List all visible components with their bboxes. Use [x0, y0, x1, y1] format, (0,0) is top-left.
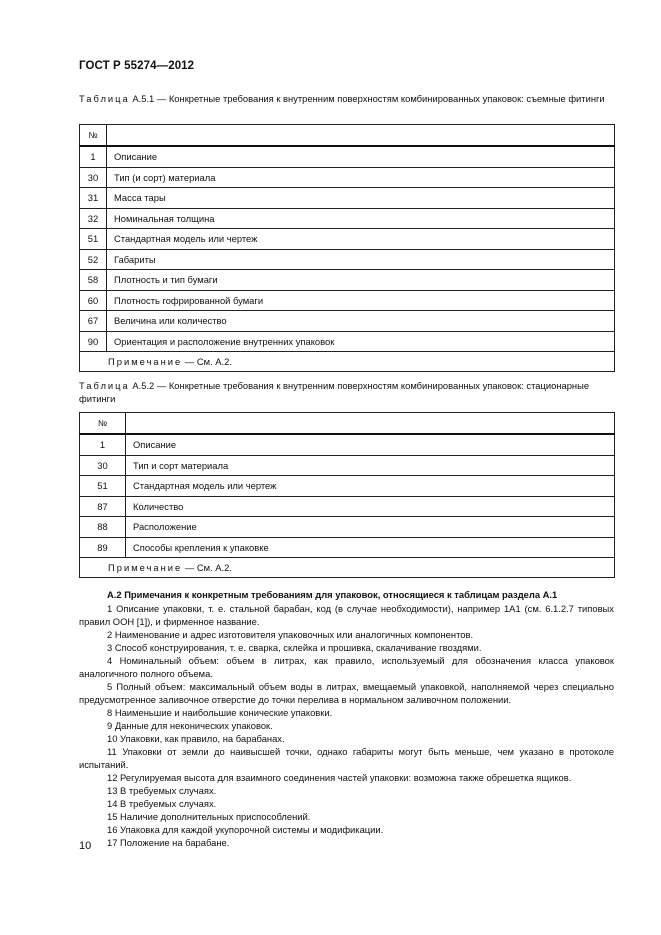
row-text: Стандартная модель или чертеж	[126, 476, 615, 497]
table2-note-text: — См. А.2.	[182, 562, 232, 573]
row-text: Способы крепления к упаковке	[126, 537, 615, 558]
row-number: 89	[80, 537, 126, 558]
row-text: Плотность гофрированной бумаги	[107, 290, 615, 311]
table2-caption-text: А.5.2 — Конкретные требования к внутренним поверхностям комбинированных упаковок: стационарные фитинги	[79, 380, 590, 404]
table1-caption-text: А.5.1 — Конкретные требования к внутренним поверхностям комбинированных упаковок: съемные фитинги	[129, 93, 605, 104]
row-number: 88	[80, 517, 126, 538]
row-number: 31	[80, 188, 107, 209]
document-code: ГОСТ Р 55274—2012	[79, 60, 195, 72]
note-paragraph: 5 Полный объем: максимальный объем воды в литрах, вмещаемый упаковкой, наполняемой через специально предусмотренное заливочное отверстие до точки перелива в нормальном заливочном положении.	[79, 681, 614, 705]
row-number: 51	[80, 229, 107, 250]
table-row	[80, 496, 615, 517]
table-row	[80, 229, 615, 250]
row-number: 52	[80, 249, 107, 270]
row-text: Стандартная модель или чертеж	[107, 229, 615, 250]
table2-caption-label: Таблица	[79, 380, 130, 391]
row-number: 58	[80, 270, 107, 291]
note-paragraph: 16 Упаковка для каждой укупорочной системы и модификации.	[107, 824, 384, 835]
table-row	[80, 270, 615, 291]
table1	[79, 124, 615, 372]
table-row	[80, 208, 615, 229]
note-paragraph: 9 Данные для неконических упаковок.	[107, 720, 273, 731]
table2-header-row	[80, 413, 615, 435]
notes-section	[79, 588, 614, 849]
table2-note	[80, 558, 615, 578]
row-number: 32	[80, 208, 107, 229]
row-text: Номинальная толщина	[107, 208, 615, 229]
table2-header-num: №	[80, 413, 126, 435]
table1-caption-label: Таблица	[79, 93, 130, 104]
table2	[79, 412, 615, 578]
row-text: Тип и сорт материала	[126, 455, 615, 476]
note-paragraph: 1 Описание упаковки, т. е. стальной барабан, код (в случае необходимости), например 1А1 (см. 6.1.2.7 типовых правил ООН [1]), и фирменное название.	[79, 603, 614, 627]
row-text: Расположение	[126, 517, 615, 538]
table1-caption	[79, 93, 614, 106]
note-paragraph: 8 Наименьшие и наибольшие конические упаковки.	[107, 707, 333, 718]
table2-caption	[79, 380, 614, 405]
table2-note-label: Примечание	[108, 562, 183, 573]
section-title: А.2 Примечания к конкретным требованиям для упаковок, относящиеся к таблицам раздела А.1	[107, 589, 558, 600]
note-paragraph: 15 Наличие дополнительных приспособлений.	[107, 811, 311, 822]
row-number: 30	[80, 455, 126, 476]
table1-header-row	[80, 125, 615, 147]
note-paragraph: 2 Наименование и адрес изготовителя упаковочных или аналогичных компонентов.	[107, 629, 474, 640]
row-text: Масса тары	[107, 188, 615, 209]
row-number: 87	[80, 496, 126, 517]
row-number: 30	[80, 167, 107, 188]
row-text: Ориентация и расположение внутренних упаковок	[107, 331, 615, 352]
table-row	[80, 249, 615, 270]
note-paragraph: 11 Упаковки от земли до наивысшей точки, однако габариты могут быть меньше, чем указано в протоколе испытаний.	[79, 746, 614, 770]
note-paragraph: 17 Положение на барабане.	[107, 837, 230, 848]
table1-note	[80, 352, 615, 372]
table-row	[80, 455, 615, 476]
note-paragraph: 10 Упаковки, как правило, на барабанах.	[107, 733, 285, 744]
note-paragraph: 13 В требуемых случаях.	[107, 785, 217, 796]
note-paragraph: 3 Способ конструирования, т. е. сварка, склейка и прошивка, скалачивание гвоздями.	[107, 642, 482, 653]
table-row	[80, 167, 615, 188]
table-row	[80, 331, 615, 352]
table2-note-row	[80, 558, 615, 578]
table2-header-empty	[126, 413, 615, 435]
table-row	[80, 517, 615, 538]
note-paragraph: 14 В требуемых случаях.	[107, 798, 217, 809]
table1-note-text: — См. А.2.	[182, 356, 232, 367]
table-row	[80, 434, 615, 455]
table-row	[80, 537, 615, 558]
table1-header-num: №	[80, 125, 107, 147]
row-number: 1	[80, 146, 107, 167]
table-row	[80, 188, 615, 209]
note-paragraph: 4 Номинальный объем: объем в литрах, как правило, используемый для обозначения класса упаковок аналогичного полного объема.	[79, 655, 614, 679]
table-row	[80, 146, 615, 167]
row-number: 90	[80, 331, 107, 352]
note-paragraph: 12 Регулируемая высота для взаимного соединения частей упаковки: возможна также обрешетка ящиков.	[107, 772, 572, 783]
table1-note-row	[80, 352, 615, 372]
row-text: Плотность и тип бумаги	[107, 270, 615, 291]
row-text: Описание	[107, 146, 615, 167]
table1-note-label: Примечание	[108, 356, 183, 367]
row-text: Величина или количество	[107, 311, 615, 332]
table-row	[80, 311, 615, 332]
page-number: 10	[79, 840, 92, 852]
row-text: Тип (и сорт) материала	[107, 167, 615, 188]
row-text: Количество	[126, 496, 615, 517]
table-row	[80, 290, 615, 311]
table-row	[80, 476, 615, 497]
table1-header-empty	[107, 125, 615, 147]
row-number: 1	[80, 434, 126, 455]
row-text: Описание	[126, 434, 615, 455]
row-number: 67	[80, 311, 107, 332]
row-number: 51	[80, 476, 126, 497]
row-number: 60	[80, 290, 107, 311]
row-text: Габариты	[107, 249, 615, 270]
